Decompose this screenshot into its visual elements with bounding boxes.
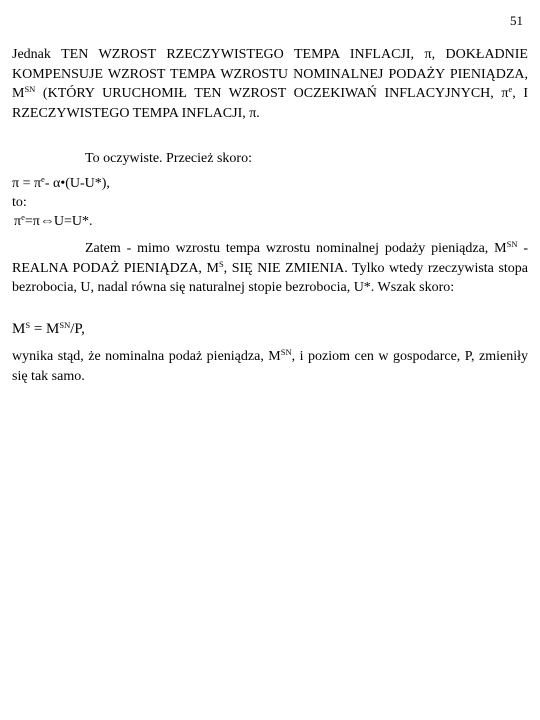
- para1-mid: (KTÓRY URUCHOMIŁ TEN WZROST OCZEKIWAŃ INFLACYJNYCH, π: [35, 86, 509, 101]
- to-label: to:: [12, 195, 27, 210]
- formula3-sup-sn: SN: [59, 320, 71, 330]
- page-number: 51: [510, 13, 523, 28]
- formula3-sup-s: S: [25, 320, 31, 330]
- para2-tail: , SIĘ NIE ZMIENIA. Tylko wtedy rzeczywista stopa bezrobocia, U, nadal równa się naturalnej stopie bezrobocia, U*. Wszak skoro:: [12, 260, 528, 295]
- formula2-mid: =π: [24, 214, 40, 229]
- formula3-eq: = M: [30, 321, 60, 337]
- obvious-sentence: To oczywiste. Przecież skoro:: [85, 151, 252, 166]
- para1-lead: Jednak TEN WZROST RZECZYWISTEGO TEMPA INFLACJI, π, DOKŁADNIE KOMPENSUJE WZROST TEMPA WZROSTU NOMINALNEJ PODAŻY PIENIĄDZA, M: [12, 47, 528, 101]
- paragraph-inflation-compensation: [12, 45, 528, 123]
- para2-sup-s: S: [218, 258, 224, 269]
- formula1-sup-e: e: [41, 174, 45, 184]
- formula-equivalence: [14, 213, 92, 230]
- para3-sup-sn: SN: [280, 347, 292, 357]
- formula-phillips: [12, 176, 110, 192]
- formula1-lhs: π = π: [12, 176, 42, 191]
- para2-lead: Zatem - mimo wzrostu tempa wzrostu nominalnej podaży pieniądza, M: [85, 241, 507, 256]
- paragraph-conclusion: [12, 347, 528, 386]
- para3-lead: wynika stąd, że nominalna podaż pieniądza, M: [12, 349, 281, 364]
- paragraph-real-money-supply: [12, 239, 528, 298]
- para1-tail: , I RZECZYWISTEGO TEMPA INFLACJI, π.: [12, 86, 528, 121]
- formula2-right: U=U*.: [53, 214, 93, 229]
- formula1-rhs: - α•(U-U*),: [44, 176, 110, 191]
- formula-real-money: [12, 321, 85, 338]
- para1-sup-e: e: [508, 84, 513, 94]
- para3-tail: , i poziom cen w gospodarce, P, zmieniły się tak samo.: [12, 349, 528, 384]
- equivalence-arrow-icon: ⇔: [39, 213, 54, 229]
- formula2-left: π: [14, 214, 22, 229]
- para1-sup-sn: SN: [24, 84, 36, 94]
- formula3-rest: /P,: [70, 321, 85, 337]
- para2-sup-sn: SN: [506, 239, 518, 249]
- formula3-m: M: [12, 321, 26, 337]
- formula2-sup-e: e: [21, 212, 25, 222]
- para2-mid: - REALNA PODAŻ PIENIĄDZA, M: [12, 241, 528, 276]
